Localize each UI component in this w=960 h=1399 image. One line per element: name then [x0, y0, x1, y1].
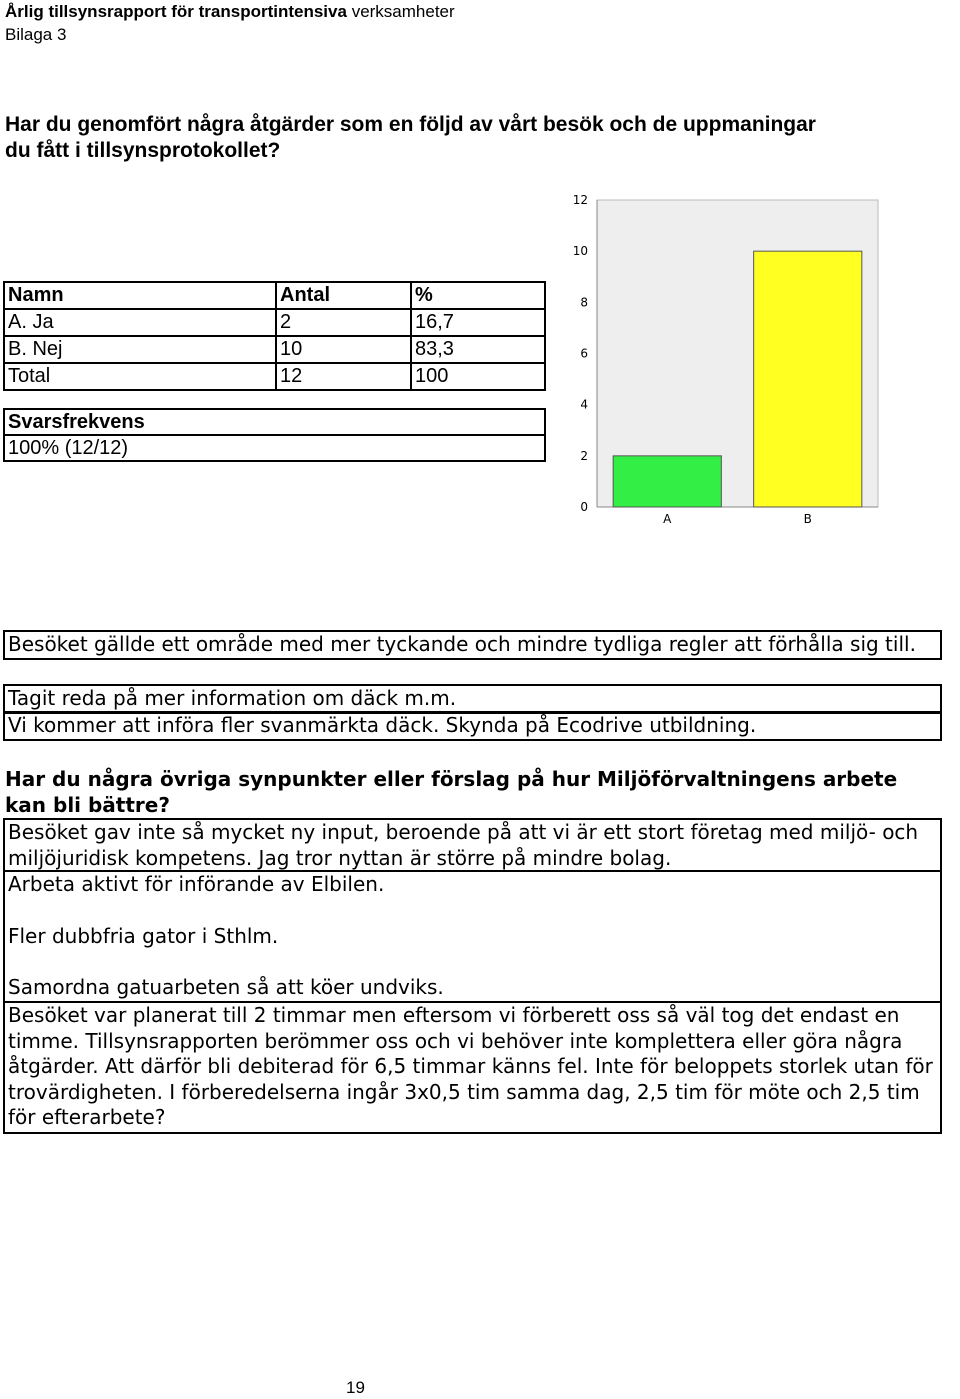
y-tick-label: 2	[580, 448, 588, 463]
cell-percent: 83,3	[411, 336, 545, 363]
table-row	[4, 336, 545, 363]
table-row	[4, 309, 545, 336]
answer-text: Arbeta aktivt för införande av Elbilen.	[8, 872, 385, 896]
y-tick-label: 0	[580, 500, 588, 514]
answers-box-1	[3, 630, 942, 660]
cell-namn: A. Ja	[4, 309, 276, 336]
cell-namn: Total	[4, 363, 276, 390]
answers-box-2	[3, 684, 942, 714]
question-heading-2: Har du några övriga synpunkter eller förslag på hur Miljöförvaltningens arbete kan bli bättre?	[5, 767, 898, 817]
cell-antal: 2	[276, 309, 411, 336]
response-rate-label: Svarsfrekvens	[4, 409, 545, 435]
report-title-normal: verksamheter	[351, 2, 455, 21]
cell-antal: 12	[276, 363, 411, 390]
header-namn: Namn	[4, 282, 276, 309]
response-rate-table	[3, 408, 546, 462]
answer-text: Samordna gatuarbeten så att köer undviks.	[8, 975, 444, 999]
report-title	[5, 2, 455, 22]
bar-a	[613, 456, 721, 507]
cell-percent: 16,7	[411, 309, 545, 336]
response-rate-value: 100% (12/12)	[4, 435, 545, 461]
table-row	[4, 363, 545, 390]
y-tick-label: 10	[572, 244, 588, 259]
answers-box-6	[3, 1001, 942, 1134]
answer-text: Tagit reda på mer information om däck m.m.	[8, 686, 457, 710]
answer-text: Besöket var planerat till 2 timmar men eftersom vi förberett oss så väl tog det endast en timme. Tillsynsrapporten berömmer oss och vi behöver inte komplettera eller göra några åtgärder. Att därför bli debiterad för 6,5 timmar känns fel. Inte för beloppets storlek utan för trovärdigheten. I förberedelserna ingår 3x0,5 tim samma dag, 2,5 tim för möte och 2,5 tim för efterarbete?	[8, 1003, 933, 1129]
bar-b	[754, 251, 862, 507]
cell-namn: B. Nej	[4, 336, 276, 363]
results-table	[3, 281, 546, 391]
answers-box-5	[3, 870, 942, 1003]
y-tick-label: 6	[580, 346, 588, 361]
y-tick-label: 4	[580, 397, 588, 412]
y-tick-label: 12	[572, 193, 588, 207]
answers-box-3	[3, 711, 942, 741]
bar-chart	[560, 185, 880, 535]
report-title-bold: Årlig tillsynsrapport för transportintensiva	[5, 2, 347, 21]
answer-text: Fler dubbfria gator i Sthlm.	[8, 923, 279, 948]
results-header-row	[4, 282, 545, 309]
page-number: 19	[346, 1378, 365, 1397]
header-antal: Antal	[276, 282, 411, 309]
answer-text: Besöket gällde ett område med mer tyckande och mindre tydliga regler att förhålla sig till.	[8, 632, 916, 656]
report-subtitle: Bilaga 3	[5, 25, 67, 44]
x-tick-label: A	[663, 512, 672, 526]
question-heading-1: Har du genomfört några åtgärder som en följd av vårt besök och de uppmaningar du fått i tillsynsprotokollet?	[5, 113, 816, 162]
y-tick-label: 8	[580, 295, 588, 310]
answer-text: Besöket gav inte så mycket ny input, beroende på att vi är ett stort företag med miljö- och miljöjuridisk kompetens. Jag tror nyttan är större på mindre bolag.	[8, 820, 919, 870]
cell-percent: 100	[411, 363, 545, 390]
cell-antal: 10	[276, 336, 411, 363]
answers-box-4	[3, 818, 942, 872]
x-tick-label: B	[803, 512, 812, 526]
answer-text: Vi kommer att införa fler svanmärkta däck. Skynda på Ecodrive utbildning.	[8, 713, 757, 737]
header-percent: %	[411, 282, 545, 309]
